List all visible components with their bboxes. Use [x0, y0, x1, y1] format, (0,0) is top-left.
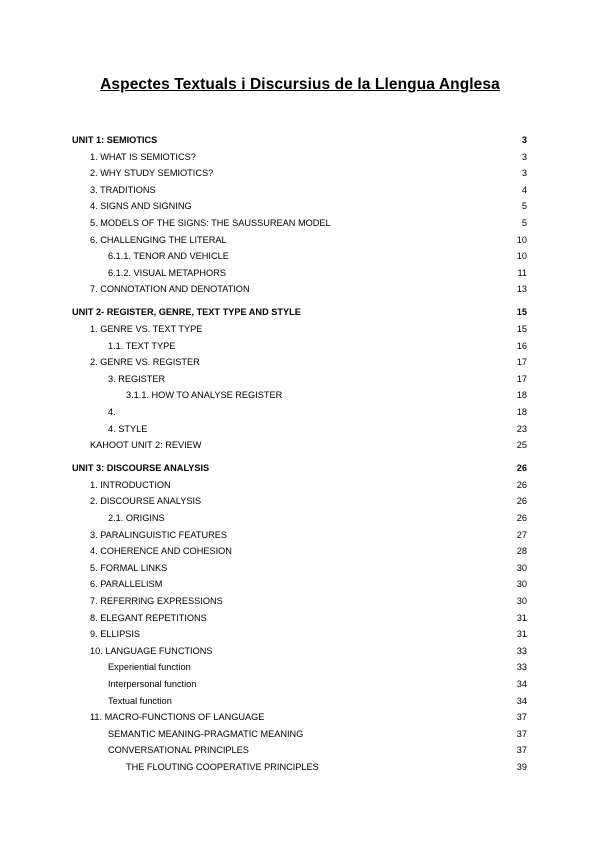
toc-entry-label: 3.1.1. HOW TO ANALYSE REGISTER	[126, 390, 283, 401]
toc-entry[interactable]	[72, 232, 527, 249]
toc-entry-page-number: 26	[516, 513, 527, 524]
toc-entry-page-number: 15	[516, 324, 527, 335]
toc-entry-label: 7. REFERRING EXPRESSIONS	[90, 596, 223, 607]
toc-entry-page-number: 17	[516, 373, 527, 384]
toc-entry[interactable]	[72, 610, 527, 627]
toc-entry[interactable]	[72, 437, 527, 454]
toc-entry-page-number: 30	[516, 579, 527, 590]
toc-entry[interactable]	[72, 215, 527, 232]
toc-entry-page-number: 25	[516, 440, 527, 451]
toc-entry-label: 4. STYLE	[108, 423, 148, 434]
toc-unit-heading[interactable]	[72, 132, 527, 149]
toc-entry-label: UNIT 3: DISCOURSE ANALYSIS	[72, 463, 210, 474]
toc-entry[interactable]	[72, 593, 527, 610]
toc-entry-page-number: 30	[516, 596, 527, 607]
toc-entry-label: THE FLOUTING COOPERATIVE PRINCIPLES	[126, 761, 319, 772]
toc-entry-page-number: 5	[521, 201, 527, 212]
toc-entry-page-number: 17	[516, 357, 527, 368]
toc-entry-label: 3. REGISTER	[108, 373, 166, 384]
toc-entry-page-number: 37	[516, 712, 527, 723]
toc-entry-label: 6. CHALLENGING THE LITERAL	[90, 234, 227, 245]
toc-entry[interactable]	[72, 338, 527, 355]
toc-entry[interactable]	[72, 165, 527, 182]
toc-entry-page-number: 15	[516, 307, 527, 318]
toc-entry-label: 1.1. TEXT TYPE	[108, 340, 176, 351]
toc-entry-page-number: 23	[516, 423, 527, 434]
toc-entry-label: SEMANTIC MEANING-PRAGMATIC MEANING	[108, 728, 304, 739]
toc-entry[interactable]	[72, 543, 527, 560]
toc-entry[interactable]	[72, 387, 527, 404]
toc-entry-label: 11. MACRO-FUNCTIONS OF LANGUAGE	[90, 712, 265, 723]
toc-entry-label: 1. WHAT IS SEMIOTICS?	[90, 151, 196, 162]
toc-entry[interactable]	[72, 421, 527, 438]
toc-entry[interactable]	[72, 493, 527, 510]
toc-entry-page-number: 31	[516, 629, 527, 640]
toc-entry-label: 2. GENRE VS. REGISTER	[90, 357, 200, 368]
toc-entry[interactable]	[72, 198, 527, 215]
toc-entry-label: 3. TRADITIONS	[90, 184, 156, 195]
toc-entry-page-number: 3	[521, 168, 527, 179]
toc-entry-label: 1. GENRE VS. TEXT TYPE	[90, 324, 203, 335]
toc-entry[interactable]	[72, 759, 527, 776]
toc-entry[interactable]	[72, 709, 527, 726]
toc-entry-page-number: 26	[516, 496, 527, 507]
toc-entry-page-number: 16	[516, 340, 527, 351]
toc-unit-heading[interactable]	[72, 304, 527, 321]
toc-entry-label: 2. WHY STUDY SEMIOTICS?	[90, 168, 214, 179]
toc-entry[interactable]	[72, 626, 527, 643]
toc-entry[interactable]	[72, 742, 527, 759]
toc-entry-label: 5. MODELS OF THE SIGNS: THE SAUSSUREAN MODEL	[90, 217, 331, 228]
toc-entry-page-number: 39	[516, 761, 527, 772]
toc-entry-label: 6.1.1. TENOR AND VEHICLE	[108, 251, 229, 262]
toc-entry-page-number: 34	[516, 695, 527, 706]
toc-entry[interactable]	[72, 265, 527, 282]
toc-entry-label: 7. CONNOTATION AND DENOTATION	[90, 284, 250, 295]
document-title: Aspectes Textuals i Discursius de la Llengua Anglesa	[100, 76, 500, 93]
toc-unit-heading[interactable]	[72, 460, 527, 477]
toc-entry-page-number: 33	[516, 662, 527, 673]
toc-entry-page-number: 26	[516, 463, 527, 474]
toc-entry-page-number: 4	[521, 184, 527, 195]
toc-entry[interactable]	[72, 371, 527, 388]
toc-entry[interactable]	[72, 182, 527, 199]
toc-entry[interactable]	[72, 693, 527, 710]
toc-entry-label: 10. LANGUAGE FUNCTIONS	[90, 645, 213, 656]
toc-entry-label: 4.	[108, 407, 116, 417]
toc-entry-page-number: 31	[516, 612, 527, 623]
toc-entry[interactable]	[72, 248, 527, 265]
toc-entry-label: 2.1. ORIGINS	[108, 513, 165, 524]
toc-entry-page-number: 10	[516, 251, 527, 262]
toc-entry-label: 4. COHERENCE AND COHESION	[90, 546, 232, 557]
toc-entry-label: 5. FORMAL LINKS	[90, 562, 168, 573]
toc-entry[interactable]	[72, 527, 527, 544]
toc-entry-label: 6. PARALLELISM	[90, 579, 163, 590]
toc-entry-label: KAHOOT UNIT 2: REVIEW	[90, 440, 202, 451]
toc-entry[interactable]	[72, 643, 527, 660]
toc-entry-label: 1. INTRODUCTION	[90, 479, 171, 490]
toc-entry-label: 6.1.2. VISUAL METAPHORS	[108, 267, 226, 278]
toc-entry-label: 4. SIGNS AND SIGNING	[90, 201, 192, 212]
toc-entry-label: Interpersonal function	[108, 679, 197, 689]
toc-entry-label: 2. DISCOURSE ANALYSIS	[90, 496, 202, 507]
toc-entry[interactable]	[72, 354, 527, 371]
toc-entry-page-number: 3	[521, 151, 527, 162]
toc-entry-label: 8. ELEGANT REPETITIONS	[90, 612, 207, 623]
toc-entry[interactable]	[72, 726, 527, 743]
toc-entry[interactable]	[72, 477, 527, 494]
toc-entry-page-number: 34	[516, 679, 527, 689]
toc-entry-page-number: 18	[516, 407, 527, 417]
toc-entry-page-number: 37	[516, 728, 527, 739]
toc-entry[interactable]	[72, 321, 527, 338]
toc-entry[interactable]	[72, 404, 527, 421]
toc-entry-label: 9. ELLIPSIS	[90, 629, 141, 640]
toc-entry[interactable]	[72, 659, 527, 676]
toc-entry[interactable]	[72, 676, 527, 693]
toc-entry-page-number: 10	[516, 234, 527, 245]
toc-entry-page-number: 18	[516, 390, 527, 401]
toc-entry-page-number: 28	[516, 546, 527, 557]
toc-entry[interactable]	[72, 149, 527, 166]
toc-entry-page-number: 30	[516, 562, 527, 573]
toc-entry[interactable]	[72, 281, 527, 298]
toc-entry-label: 3. PARALINGUISTIC FEATURES	[90, 529, 227, 540]
toc-entry-page-number: 26	[516, 479, 527, 490]
toc-entry-page-number: 13	[516, 284, 527, 295]
toc-entry[interactable]	[72, 576, 527, 593]
table-of-contents	[72, 132, 527, 776]
toc-entry-label: CONVERSATIONAL PRINCIPLES	[108, 745, 249, 756]
toc-entry-label: UNIT 1: SEMIOTICS	[72, 135, 158, 145]
toc-entry[interactable]	[72, 560, 527, 577]
toc-entry-page-number: 37	[516, 745, 527, 756]
toc-entry-label: Textual function	[108, 695, 172, 706]
toc-entry-page-number: 3	[521, 135, 527, 145]
toc-entry[interactable]	[72, 510, 527, 527]
toc-entry-label: UNIT 2- REGISTER, GENRE, TEXT TYPE AND STYLE	[72, 307, 301, 318]
toc-entry-page-number: 33	[516, 645, 527, 656]
toc-entry-page-number: 27	[516, 529, 527, 540]
toc-entry-page-number: 11	[517, 267, 527, 278]
toc-entry-label: Experiential function	[108, 662, 191, 673]
toc-entry-page-number: 5	[521, 217, 527, 228]
